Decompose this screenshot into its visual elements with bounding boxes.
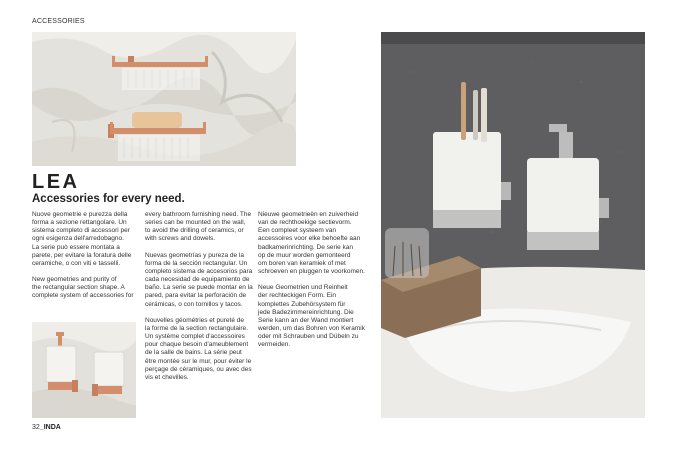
brand-name: INDA: [43, 424, 61, 431]
product-subtitle: Accessories for every need.: [32, 193, 185, 205]
text-column-3: [258, 211, 376, 350]
paragraph-english-end: every bathroom furnishing need. The series can be mounted on the wall, to avoid the drilling of ceramics, or with screws and dowels.: [145, 211, 252, 243]
text-column-2: [145, 211, 257, 382]
text-column-1: [32, 211, 140, 301]
photo-copper-shelves: [32, 32, 296, 166]
paragraph-italian: Nuove geometrie e purezza della forma a sezione rettangolare. Un sistema completo di accessori per ogni esigenza dell'arredobagno. La serie può essere montata a parete, per evitare la foratura delle ceramiche, o con viti e tasselli.: [32, 211, 132, 267]
product-title: LEA: [32, 171, 80, 193]
paragraph-dutch: Nieuwe geometrieën en zuiverheid van de rechthoekige sectievorm. Een compleet systeem van accessoires voor elke behoefte aan badkamerinrichting. De serie kan op de muur worden gemonteerd om boren van keramiek of met schroeven en pluggen te voorkomen.: [258, 211, 365, 276]
section-label: ACCESSORIES: [32, 18, 85, 25]
paragraph-english-start: New geometries and purity of the rectangular section shape. A complete system of accessories for: [32, 276, 134, 300]
paragraph-french: Nouvelles géométries et pureté de la forme de la section rectangulaire. Un système complet d'accessoires pour chaque besoin d'ameublement de la salle de bains. La série peut être montée sur le mur, pour éviter le perçage de céramiques, ou avec des vis et chevilles.: [145, 316, 252, 381]
paragraph-spanish: Nuevas geometrías y pureza de la forma de la sección rectangular. Un completo sistema de accesorios para cada necesidad de equipamiento de baño. La serie se puede montar en la pared, para evitar la perforación de cerámicas, o con tornillos y tacos.: [145, 251, 253, 308]
page-number: 32: [32, 424, 40, 431]
photo-copper-dispenser-tumbler: [32, 322, 136, 418]
paragraph-german: Neue Geometrien und Reinheit der rechteckigen Form. Ein komplettes Zubehörsystem für jede Badezimmereinrichtung. Die Serie kann an der Wand montiert werden, um das Bohren von Keramik oder mit Schrauben und Dübeln zu vermeiden.: [258, 284, 365, 349]
photo-bathroom-accessories: [381, 32, 645, 418]
page-footer: 32_INDA: [32, 424, 61, 431]
